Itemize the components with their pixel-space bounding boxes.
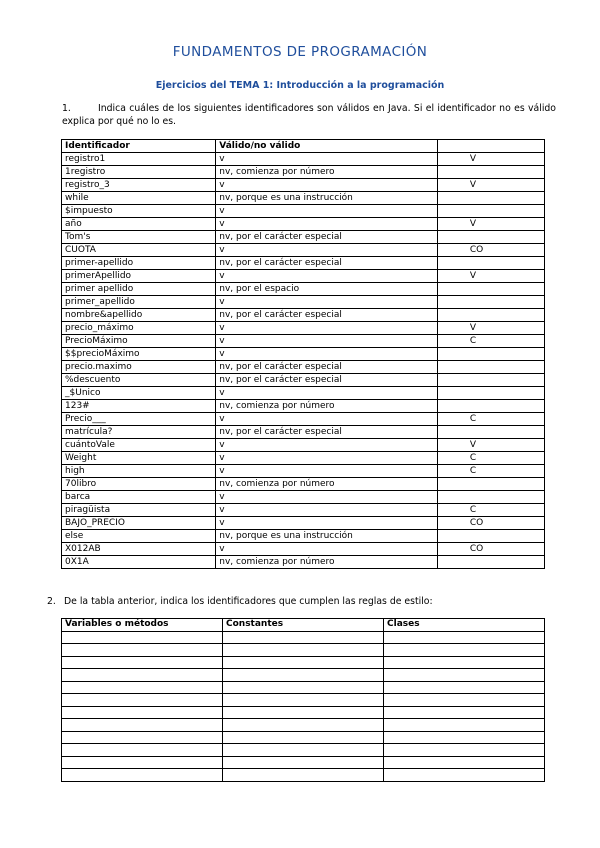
- validity-cell: v: [216, 153, 438, 166]
- question-1-text: Indica cuáles de los siguientes identificadores son válidos en Java. Si el identificador no es válido explica por qué no lo es.: [62, 103, 556, 127]
- identifier-cell: Precio___: [62, 413, 216, 426]
- table-row: [62, 348, 545, 361]
- table-row: [62, 491, 545, 504]
- identifier-cell: precio.maximo: [62, 361, 216, 374]
- table-row: [62, 387, 545, 400]
- question-2-text: De la tabla anterior, indica los identificadores que cumplen las reglas de estilo:: [64, 596, 433, 607]
- validity-cell: v: [216, 205, 438, 218]
- blank-answer-cell[interactable]: [384, 706, 545, 719]
- validity-cell: v: [216, 296, 438, 309]
- page-subtitle: Ejercicios del TEMA 1: Introducción a la programación: [155, 80, 445, 91]
- table-row: [62, 426, 545, 439]
- header-constantes: Constantes: [223, 619, 384, 632]
- style-code-cell: C: [437, 504, 544, 517]
- table-row: [62, 439, 545, 452]
- identifier-cell: primer apellido: [62, 283, 216, 296]
- header-variables: Variables o métodos: [62, 619, 223, 632]
- header-clases: Clases: [384, 619, 545, 632]
- validity-cell: v: [216, 517, 438, 530]
- table-row: [62, 179, 545, 192]
- style-code-cell: [437, 387, 544, 400]
- blank-answer-cell[interactable]: [384, 756, 545, 769]
- table-header-row: [62, 619, 545, 632]
- style-code-cell: [437, 478, 544, 491]
- style-code-cell: C: [437, 413, 544, 426]
- table-row: [62, 631, 545, 644]
- style-code-cell: [437, 231, 544, 244]
- blank-answer-cell[interactable]: [62, 656, 223, 669]
- validity-cell: v: [216, 543, 438, 556]
- style-code-cell: V: [437, 218, 544, 231]
- table-row: [62, 335, 545, 348]
- table-row: [62, 706, 545, 719]
- blank-answer-cell[interactable]: [62, 681, 223, 694]
- style-rules-table: [61, 618, 545, 782]
- validity-cell: v: [216, 439, 438, 452]
- question-2: [47, 596, 433, 607]
- validity-cell: v: [216, 244, 438, 257]
- validity-cell: v: [216, 179, 438, 192]
- blank-answer-cell[interactable]: [384, 656, 545, 669]
- validity-cell: v: [216, 504, 438, 517]
- style-code-cell: [437, 361, 544, 374]
- blank-answer-cell[interactable]: [223, 656, 384, 669]
- identifier-cell: 1registro: [62, 166, 216, 179]
- blank-answer-cell[interactable]: [384, 694, 545, 707]
- blank-answer-cell[interactable]: [223, 669, 384, 682]
- blank-answer-cell[interactable]: [223, 719, 384, 732]
- blank-answer-cell[interactable]: [62, 706, 223, 719]
- style-code-cell: C: [437, 452, 544, 465]
- table-row: [62, 205, 545, 218]
- style-code-cell: V: [437, 322, 544, 335]
- validity-cell: nv, por el carácter especial: [216, 426, 438, 439]
- validity-cell: v: [216, 452, 438, 465]
- validity-cell: v: [216, 491, 438, 504]
- blank-answer-cell[interactable]: [384, 719, 545, 732]
- identifier-cell: while: [62, 192, 216, 205]
- identifier-cell: año: [62, 218, 216, 231]
- identifier-cell: PrecioMáximo: [62, 335, 216, 348]
- table-row: [62, 681, 545, 694]
- header-identificador: Identificador: [62, 140, 216, 153]
- table-row: [62, 669, 545, 682]
- style-code-cell: V: [437, 270, 544, 283]
- header-code: [437, 140, 544, 153]
- table-row: [62, 478, 545, 491]
- identifier-cell: 123#: [62, 400, 216, 413]
- blank-answer-cell[interactable]: [62, 756, 223, 769]
- style-code-cell: CO: [437, 543, 544, 556]
- identifier-cell: nombre&apellido: [62, 309, 216, 322]
- style-code-cell: [437, 192, 544, 205]
- style-code-cell: [437, 400, 544, 413]
- identifier-cell: barca: [62, 491, 216, 504]
- table-row: [62, 166, 545, 179]
- validity-cell: v: [216, 413, 438, 426]
- page-title: FUNDAMENTOS DE PROGRAMACIÓN: [172, 44, 428, 60]
- style-code-cell: [437, 166, 544, 179]
- blank-answer-cell[interactable]: [384, 669, 545, 682]
- validity-cell: nv, comienza por número: [216, 478, 438, 491]
- style-code-cell: [437, 257, 544, 270]
- identifier-cell: $$precioMáximo: [62, 348, 216, 361]
- blank-answer-cell[interactable]: [62, 719, 223, 732]
- blank-answer-cell[interactable]: [62, 769, 223, 782]
- identifier-cell: registro_3: [62, 179, 216, 192]
- validity-cell: nv, por el carácter especial: [216, 309, 438, 322]
- validity-cell: nv, comienza por número: [216, 556, 438, 569]
- style-code-cell: V: [437, 439, 544, 452]
- table-header-row: [62, 140, 545, 153]
- validity-cell: v: [216, 465, 438, 478]
- blank-answer-cell[interactable]: [62, 694, 223, 707]
- table-row: [62, 644, 545, 657]
- blank-answer-cell[interactable]: [384, 631, 545, 644]
- identifier-cell: 70libro: [62, 478, 216, 491]
- blank-answer-cell[interactable]: [223, 694, 384, 707]
- style-code-cell: V: [437, 179, 544, 192]
- validity-cell: nv, porque es una instrucción: [216, 530, 438, 543]
- blank-answer-cell[interactable]: [384, 681, 545, 694]
- validity-cell: nv, comienza por número: [216, 400, 438, 413]
- table-row: [62, 296, 545, 309]
- table-row: [62, 756, 545, 769]
- validity-cell: v: [216, 348, 438, 361]
- identifier-cell: 0X1A: [62, 556, 216, 569]
- blank-answer-cell[interactable]: [223, 756, 384, 769]
- identifier-cell: piragüista: [62, 504, 216, 517]
- table-row: [62, 283, 545, 296]
- table-row: [62, 530, 545, 543]
- table-row: [62, 374, 545, 387]
- table-row: [62, 744, 545, 757]
- validity-cell: nv, por el carácter especial: [216, 231, 438, 244]
- table-row: [62, 309, 545, 322]
- question-2-number: 2.: [47, 596, 56, 607]
- question-1: [62, 103, 556, 128]
- blank-answer-cell[interactable]: [62, 631, 223, 644]
- table-row: [62, 504, 545, 517]
- style-code-cell: [437, 426, 544, 439]
- table-row: [62, 694, 545, 707]
- blank-answer-cell[interactable]: [223, 769, 384, 782]
- table-row: [62, 322, 545, 335]
- question-1-number: 1.: [62, 103, 71, 114]
- identifiers-table: [61, 139, 545, 569]
- table-row: [62, 769, 545, 782]
- table-row: [62, 218, 545, 231]
- blank-answer-cell[interactable]: [62, 669, 223, 682]
- blank-answer-cell[interactable]: [62, 731, 223, 744]
- blank-answer-cell[interactable]: [223, 681, 384, 694]
- table-row: [62, 517, 545, 530]
- identifier-cell: primer_apellido: [62, 296, 216, 309]
- style-code-cell: V: [437, 153, 544, 166]
- identifier-cell: primerApellido: [62, 270, 216, 283]
- table-row: [62, 556, 545, 569]
- style-code-cell: CO: [437, 244, 544, 257]
- validity-cell: nv, por el carácter especial: [216, 361, 438, 374]
- validity-cell: nv, por el carácter especial: [216, 257, 438, 270]
- blank-answer-cell[interactable]: [384, 644, 545, 657]
- validity-cell: nv, por el carácter especial: [216, 374, 438, 387]
- blank-answer-cell[interactable]: [223, 644, 384, 657]
- blank-answer-cell[interactable]: [223, 731, 384, 744]
- style-code-cell: [437, 296, 544, 309]
- table-row: [62, 719, 545, 732]
- identifier-cell: Weight: [62, 452, 216, 465]
- identifier-cell: %descuento: [62, 374, 216, 387]
- identifier-cell: _$Unico: [62, 387, 216, 400]
- blank-answer-cell[interactable]: [384, 769, 545, 782]
- identifier-cell: X012AB: [62, 543, 216, 556]
- validity-cell: v: [216, 270, 438, 283]
- validity-cell: nv, por el espacio: [216, 283, 438, 296]
- table-row: [62, 731, 545, 744]
- header-valido: Válido/no válido: [216, 140, 438, 153]
- validity-cell: nv, comienza por número: [216, 166, 438, 179]
- identifier-cell: Tom's: [62, 231, 216, 244]
- identifier-cell: $impuesto: [62, 205, 216, 218]
- identifier-cell: BAJO_PRECIO: [62, 517, 216, 530]
- validity-cell: nv, porque es una instrucción: [216, 192, 438, 205]
- identifier-cell: primer-apellido: [62, 257, 216, 270]
- table-row: [62, 153, 545, 166]
- validity-cell: v: [216, 322, 438, 335]
- style-code-cell: C: [437, 465, 544, 478]
- table-row: [62, 413, 545, 426]
- identifier-cell: precio_máximo: [62, 322, 216, 335]
- style-code-cell: [437, 491, 544, 504]
- table-row: [62, 656, 545, 669]
- style-code-cell: [437, 309, 544, 322]
- style-code-cell: [437, 348, 544, 361]
- table-row: [62, 257, 545, 270]
- validity-cell: v: [216, 218, 438, 231]
- table-row: [62, 270, 545, 283]
- identifier-cell: high: [62, 465, 216, 478]
- table-row: [62, 452, 545, 465]
- blank-answer-cell[interactable]: [62, 644, 223, 657]
- blank-answer-cell[interactable]: [223, 744, 384, 757]
- style-code-cell: [437, 530, 544, 543]
- blank-answer-cell[interactable]: [384, 731, 545, 744]
- blank-answer-cell[interactable]: [384, 744, 545, 757]
- identifier-cell: cuántoVale: [62, 439, 216, 452]
- style-code-cell: [437, 374, 544, 387]
- validity-cell: v: [216, 387, 438, 400]
- identifier-cell: CUOTA: [62, 244, 216, 257]
- validity-cell: v: [216, 335, 438, 348]
- table-row: [62, 231, 545, 244]
- style-code-cell: [437, 283, 544, 296]
- blank-answer-cell[interactable]: [223, 631, 384, 644]
- identifier-cell: else: [62, 530, 216, 543]
- style-code-cell: C: [437, 335, 544, 348]
- identifier-cell: registro1: [62, 153, 216, 166]
- table-row: [62, 543, 545, 556]
- table-row: [62, 361, 545, 374]
- style-code-cell: [437, 556, 544, 569]
- style-code-cell: CO: [437, 517, 544, 530]
- table-row: [62, 244, 545, 257]
- blank-answer-cell[interactable]: [62, 744, 223, 757]
- identifier-cell: matrícula?: [62, 426, 216, 439]
- table-row: [62, 465, 545, 478]
- table-row: [62, 192, 545, 205]
- blank-answer-cell[interactable]: [223, 706, 384, 719]
- table-row: [62, 400, 545, 413]
- style-code-cell: [437, 205, 544, 218]
